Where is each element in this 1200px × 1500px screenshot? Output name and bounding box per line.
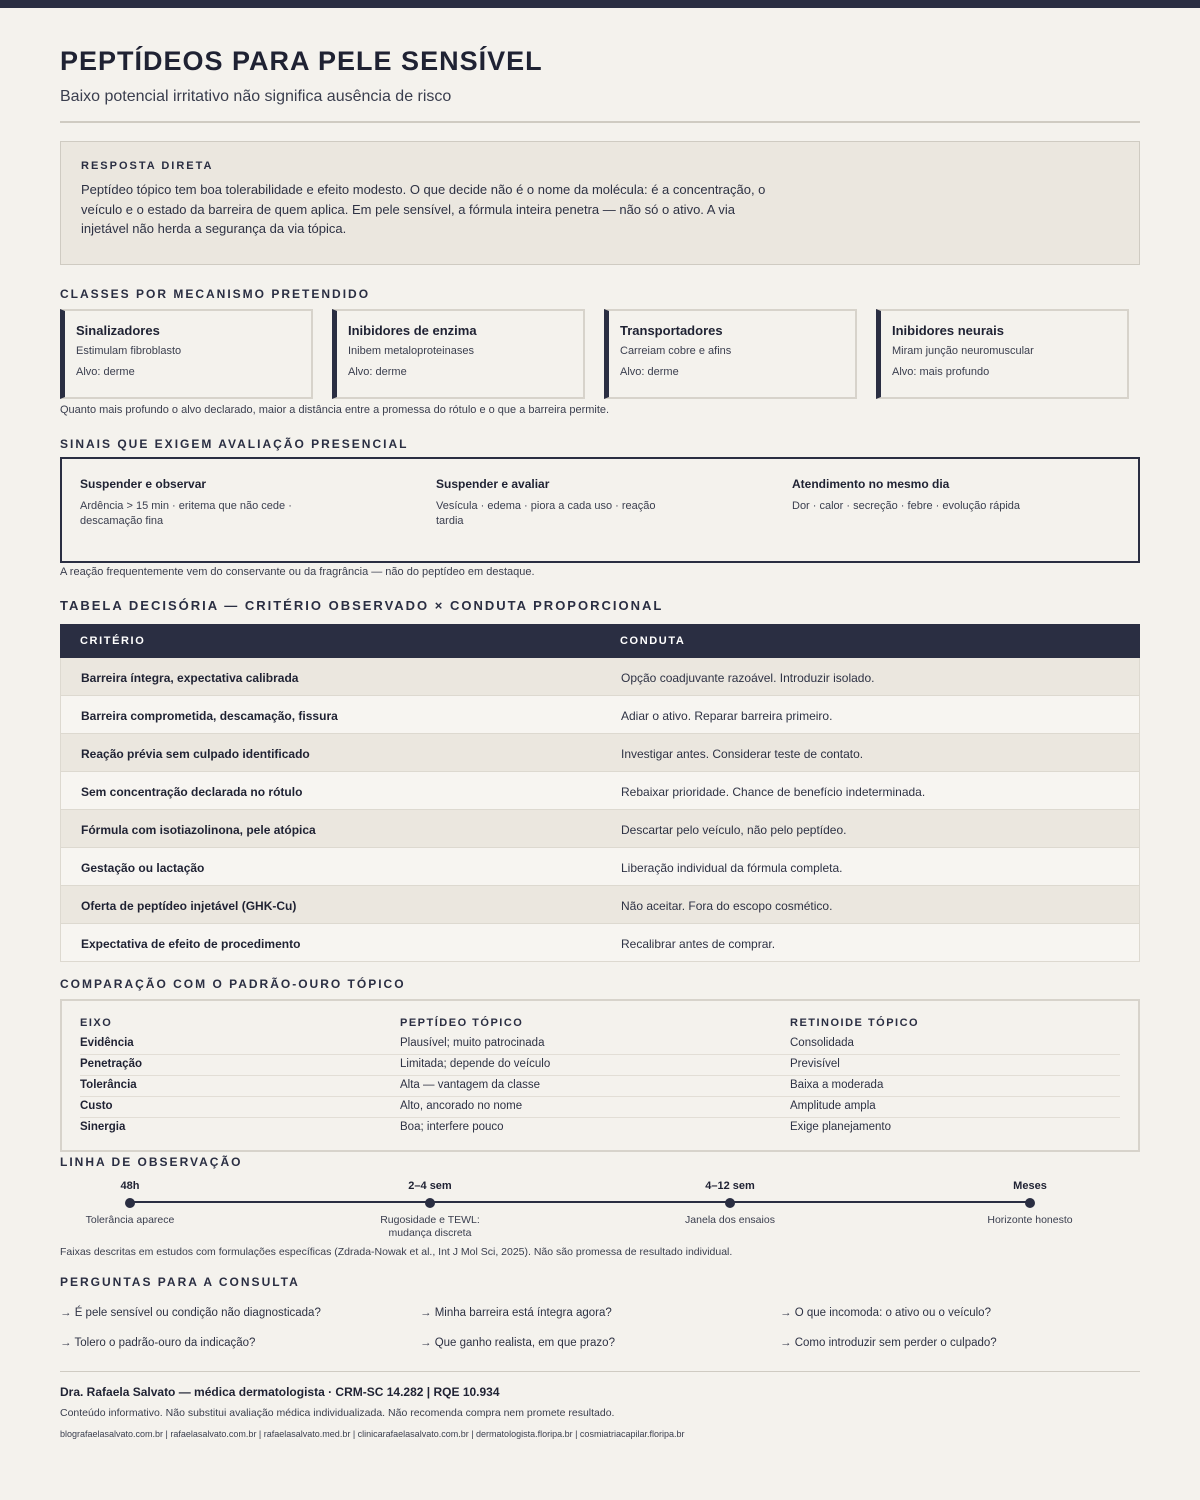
conduct-cell: Investigar antes. Considerar teste de contato.	[621, 747, 864, 761]
column-header-criterio: CRITÉRIO	[80, 635, 146, 647]
comparison-table	[60, 999, 1140, 1152]
direct-answer-text: Peptídeo tópico tem boa tolerabilidade e efeito modesto. O que decide não é o nome da molécula: é a concentração, o veículo e o estado da barreira de quem aplica. Em pele sensível, a fórmula inteira penetra — não só o ativo. A via injetável não herda a segurança da via tópica.	[81, 182, 766, 236]
class-card	[60, 309, 313, 399]
class-card-title: Inibidores de enzima	[348, 323, 477, 338]
timeline-point	[950, 1180, 1110, 1227]
criterion-cell: Gestação ou lactação	[81, 861, 205, 875]
question-item: → Tolero o padrão-ouro da indicação?	[60, 1337, 256, 1349]
decision-section-label: TABELA DECISÓRIA — CRITÉRIO OBSERVADO × CONDUTA PROPORCIONAL	[60, 598, 664, 613]
disclaimer: Conteúdo informativo. Não substitui avaliação médica individualizada. Não recomenda compra nem promete resultado.	[60, 1407, 615, 1419]
timeline-dot	[725, 1198, 735, 1208]
retinoid-cell: Baixa a moderada	[790, 1079, 884, 1091]
signal-item	[436, 477, 666, 529]
peptide-cell: Alto, ancorado no nome	[400, 1100, 523, 1112]
signals-section-label: SINAIS QUE EXIGEM AVALIAÇÃO PRESENCIAL	[60, 437, 409, 451]
retinoid-cell: Amplitude ampla	[790, 1100, 876, 1112]
signal-item	[792, 477, 1022, 514]
signal-desc: Ardência > 15 min · eritema que não cede · descamação fina	[80, 500, 292, 527]
class-card-target: Alvo: derme	[620, 366, 679, 378]
signals-box	[60, 457, 1140, 563]
class-card-desc: Miram junção neuromuscular	[892, 345, 1034, 357]
table-row	[80, 1055, 1120, 1076]
conduct-cell: Descartar pelo veículo, não pelo peptídeo.	[621, 823, 847, 837]
table-row	[60, 810, 1140, 848]
class-card-desc: Carreiam cobre e afins	[620, 345, 732, 357]
timeline-point	[50, 1180, 210, 1227]
questions-section-label: PERGUNTAS PARA A CONSULTA	[60, 1275, 300, 1289]
column-header-eixo: EIXO	[80, 1017, 113, 1029]
class-card-title: Sinalizadores	[76, 323, 160, 338]
signal-title: Suspender e observar	[80, 477, 207, 491]
header-divider	[60, 121, 1140, 123]
timeline-point-label: Meses	[1013, 1180, 1047, 1192]
conduct-cell: Recalibrar antes de comprar.	[621, 937, 776, 951]
criterion-cell: Barreira comprometida, descamação, fissura	[81, 709, 338, 723]
conduct-cell: Liberação individual da fórmula completa.	[621, 861, 843, 875]
column-header-retinoide: RETINOIDE TÓPICO	[790, 1017, 920, 1029]
class-card	[604, 309, 857, 399]
timeline-point	[350, 1180, 510, 1240]
class-card-desc: Estimulam fibroblasto	[76, 345, 182, 357]
timeline-line	[130, 1201, 1030, 1203]
timeline-point-desc: Janela dos ensaios	[685, 1214, 775, 1226]
author-credit: Dra. Rafaela Salvato — médica dermatologista · CRM-SC 14.282 | RQE 10.934	[60, 1385, 500, 1399]
peptide-cell: Boa; interfere pouco	[400, 1121, 504, 1133]
peptide-cell: Alta — vantagem da classe	[400, 1079, 540, 1091]
comparison-section-label: COMPARAÇÃO COM O PADRÃO-OURO TÓPICO	[60, 977, 406, 991]
criterion-cell: Expectativa de efeito de procedimento	[81, 937, 301, 951]
class-card	[876, 309, 1129, 399]
retinoid-cell: Exige planejamento	[790, 1121, 892, 1133]
table-row	[60, 924, 1140, 962]
axis-cell: Sinergia	[80, 1121, 126, 1133]
class-card-target: Alvo: derme	[76, 366, 135, 378]
question-item: → É pele sensível ou condição não diagnosticada?	[60, 1307, 321, 1319]
timeline-point-desc: Rugosidade e TEWL: mudança discreta	[380, 1214, 480, 1239]
criterion-cell: Oferta de peptídeo injetável (GHK-Cu)	[81, 899, 297, 913]
signal-desc: Vesícula · edema · piora a cada uso · reação tardia	[436, 500, 656, 527]
footer-links: blografaelasalvato.com.br | rafaelasalvato.com.br | rafaelasalvato.med.br | clinicarafaelasalvato.com.br | dermatologista.floripa.br | cosmiatriacapilar.floripa.br	[60, 1429, 685, 1439]
axis-cell: Penetração	[80, 1058, 143, 1070]
direct-answer-label: RESPOSTA DIRETA	[81, 160, 214, 172]
table-row	[80, 1076, 1120, 1097]
timeline-dot	[425, 1198, 435, 1208]
axis-cell: Tolerância	[80, 1079, 137, 1091]
table-row	[80, 1118, 1120, 1139]
decision-table-header	[60, 624, 1140, 658]
table-row	[60, 696, 1140, 734]
timeline-point	[650, 1180, 810, 1227]
criterion-cell: Reação prévia sem culpado identificado	[81, 747, 310, 761]
timeline-point-label: 2–4 sem	[408, 1180, 452, 1192]
decision-table	[60, 624, 1140, 962]
conduct-cell: Opção coadjuvante razoável. Introduzir isolado.	[621, 671, 875, 685]
question-item: → Como introduzir sem perder o culpado?	[780, 1337, 997, 1349]
signal-title: Atendimento no mesmo dia	[792, 477, 950, 491]
timeline-dot	[1025, 1198, 1035, 1208]
criterion-cell: Fórmula com isotiazolinona, pele atópica	[81, 823, 316, 837]
table-row	[60, 734, 1140, 772]
timeline-dot	[125, 1198, 135, 1208]
classes-grid	[60, 309, 1140, 399]
criterion-cell: Sem concentração declarada no rótulo	[81, 785, 303, 799]
class-card-target: Alvo: mais profundo	[892, 366, 990, 378]
column-header-peptideo: PEPTÍDEO TÓPICO	[400, 1017, 524, 1029]
signal-item	[80, 477, 310, 529]
direct-answer-box	[60, 141, 1140, 265]
conduct-cell: Não aceitar. Fora do escopo cosmético.	[621, 899, 833, 913]
observation-timeline	[60, 1180, 1140, 1240]
classes-note: Quanto mais profundo o alvo declarado, maior a distância entre a promessa do rótulo e o que a barreira permite.	[60, 404, 610, 416]
timeline-point-label: 4–12 sem	[705, 1180, 755, 1192]
question-item: → Que ganho realista, em que prazo?	[420, 1337, 615, 1349]
timeline-note: Faixas descritas em estudos com formulações específicas (Zdrada-Nowak et al., Int J Mol Sci, 2025). Não são promessa de resultado individual.	[60, 1246, 733, 1258]
signal-title: Suspender e avaliar	[436, 477, 550, 491]
table-row	[60, 772, 1140, 810]
retinoid-cell: Previsível	[790, 1058, 840, 1070]
class-card-title: Transportadores	[620, 323, 723, 338]
footer-divider	[60, 1371, 1140, 1372]
conduct-cell: Rebaixar prioridade. Chance de benefício indeterminada.	[621, 785, 926, 799]
signal-desc: Dor · calor · secreção · febre · evolução rápida	[792, 500, 1021, 512]
table-row	[80, 1034, 1120, 1055]
criterion-cell: Barreira íntegra, expectativa calibrada	[81, 671, 299, 685]
table-row	[60, 848, 1140, 886]
classes-section-label: CLASSES POR MECANISMO PRETENDIDO	[60, 287, 371, 301]
table-row	[80, 1097, 1120, 1118]
timeline-section-label: LINHA DE OBSERVAÇÃO	[60, 1155, 243, 1169]
timeline-point-desc: Horizonte honesto	[987, 1214, 1073, 1226]
table-row	[60, 886, 1140, 924]
timeline-point-label: 48h	[120, 1180, 140, 1192]
class-card-title: Inibidores neurais	[892, 323, 1004, 338]
top-accent-bar	[0, 0, 1200, 8]
axis-cell: Custo	[80, 1100, 113, 1112]
page-title: PEPTÍDEOS PARA PELE SENSÍVEL	[60, 46, 543, 76]
axis-cell: Evidência	[80, 1037, 134, 1049]
peptide-cell: Plausível; muito patrocinada	[400, 1037, 545, 1049]
conduct-cell: Adiar o ativo. Reparar barreira primeiro.	[621, 709, 833, 723]
timeline-point-desc: Tolerância aparece	[85, 1214, 175, 1226]
question-item: → Minha barreira está íntegra agora?	[420, 1307, 612, 1319]
question-item: → O que incomoda: o ativo ou o veículo?	[780, 1307, 991, 1319]
page-subtitle: Baixo potencial irritativo não significa ausência de risco	[60, 88, 452, 105]
class-card-target: Alvo: derme	[348, 366, 407, 378]
peptide-cell: Limitada; depende do veículo	[400, 1058, 551, 1070]
signals-note: A reação frequentemente vem do conservante ou da fragrância — não do peptídeo em destaque.	[60, 566, 535, 578]
class-card	[332, 309, 585, 399]
column-header-conduta: CONDUTA	[620, 635, 686, 647]
class-card-desc: Inibem metaloproteinases	[348, 345, 474, 357]
table-row	[60, 658, 1140, 696]
retinoid-cell: Consolidada	[790, 1037, 854, 1049]
